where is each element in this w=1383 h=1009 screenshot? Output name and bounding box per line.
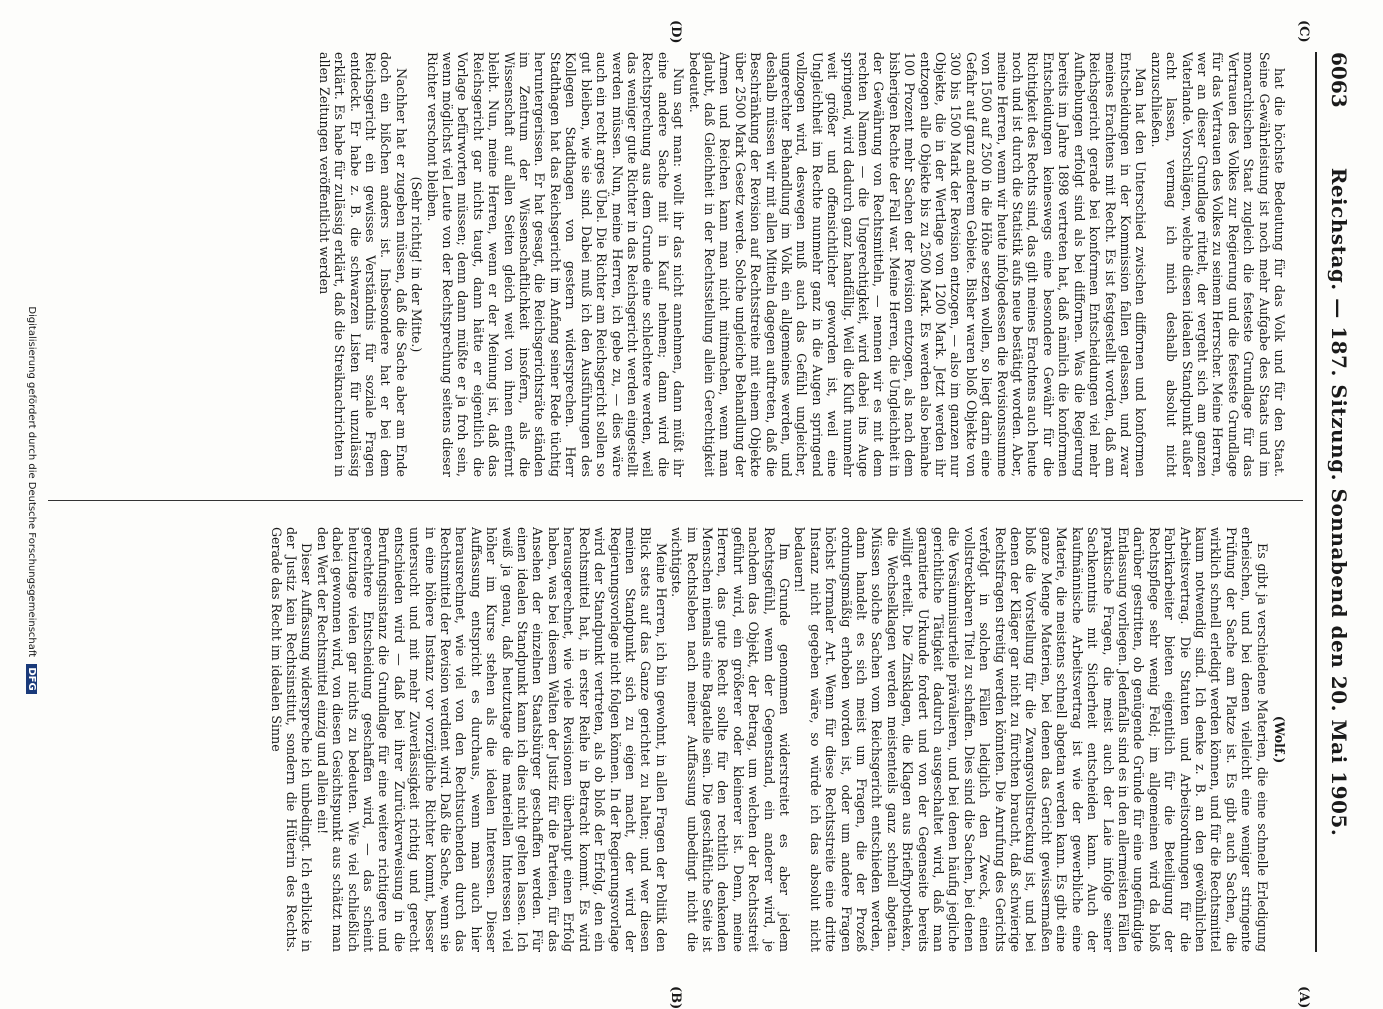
paragraph: hat die höchste Bedeutung für das Volk und für den Staat. Seine Gewährleistung ist noch mehr Aufgabe des Staats und im monarchischen Staat zugleich die festeste Grundlage für das Vertrauen des Volkes zur Regierung und die festeste Grundlage für das Vertrauen des Volkes zu seinem Herrscher. Meine Herren, wer an dieser Grundlage rüttelt, der vergeht sich am ganzen Vaterlande. Vorschlägen, welche diesen idealen Standpunkt außer acht lassen, vermag ich mich deshalb absolut nicht anzuschließen. xyxy=(1148,52,1287,477)
paragraph: Dieser Auffassung widerspreche ich unbedingt. Ich erblicke in der Justiz kein Rechtsinstitut, sondern die Hüterin des Rechts. Gerade das Recht im idealen Sinne xyxy=(268,527,315,952)
margin-marker-b: (B) xyxy=(668,986,683,1009)
credit-text: Digitalisierung gefördert durch die Deutsche Forschungsgemeinschaft xyxy=(26,306,37,658)
paragraph: Meine Herren, ich bin gewohnt, in allen Fragen der Politik den Blick stets auf das Ganze gerichtet zu halten; und wer diesen meinen Standpunkt sich zu eigen macht, der wird der Regierungsvorlage nicht folgen können. In der Regierungsvorlage wird der Standpunkt vertreten, als ob bloß der Erfolg, den ein Rechtsmittel hat, in erster Reihe in Betracht kommt. Es wird herausgerechnet, wie viele Revisionen überhaupt einen Erfolg haben, was bei diesem Walten der Justiz für die Parteien, für das Ansehen der einzelnen Staatsbürger geschaffen werden. Für einen idealen Standpunkt kann ich dies nicht gelten lassen. Ich weiß ja genau, daß heutzutage die materiellen Interessen viel höher im Kurse stehen als die idealen Interessen. Dieser Auffassung entspricht es durchaus, wenn man auch hier herausrechnet, wie viel von den Rechtsuchenden durch das Rechtsmittel der Revision verdient wird. Daß die Sache, wenn sie in eine höhere Instanz vor vorzügliche Richter kommt, besser untersucht und mit mehr Zuverlässigkeit richtig und gerecht entschieden wird — daß bei ihrer Zurückverweisung in die Berufungsinstanz die Grundlage für eine weitere richtigere und gerechtere Entscheidung geschaffen wird, — das scheint heutzutage vielen gar nichts zu bedeuten. Wie viel schließlich dabei gewonnen wird, von diesen Gesichtspunkt aus schätzt man den Wert der Rechtsmittel einzig und allein ein! xyxy=(314,527,669,952)
column-divider xyxy=(48,500,1303,501)
margin-marker-c: (C) xyxy=(1296,20,1311,43)
page-header xyxy=(1321,52,1355,952)
digitization-credit xyxy=(26,0,37,1000)
paragraph: Nun sagt man: wollt ihr das nicht annehmen, dann müßt ihr eine andere Sache mit in Kauf nehmen; dann wird die Rechtsprechung aus dem Grunde eine schlechtere werden, weil das weniger gute Richter in das Reichsgericht werden eingestellt werden müssen. Nun, meine Herren, ich gebe zu, — dies wäre auch ein recht arges Übel. Die Richter am Reichsgericht sollen so gut bleiben, wie sie sind. Dabei muß ich den Ausführungen des Kollegen Stadthagen von gestern widersprechen. Herr Stadthagen hat das Reichsgericht im Anfang seiner Rede tüchtig heruntergerissen. Er hat gesagt, die Reichsgerichtsräte ständen im Zentrum der Wissenschaftlichkeit insofern, als die Wissenschaft auf allen Seiten gleich weit von ihnen entfernt bleibt. Nun, meine Herren, wenn er der Meinung ist, daß das Reichsgericht gar nichts taugt, dann hätte er eigentlich die Vorlage befürworten müssen; denn dann müßte er ja froh sein, wenn möglichst viel Leute von der Rechtsprechung seitens dieser Richter verschont bleiben. xyxy=(424,52,687,477)
interjection: (Sehr richtig! in der Mitte.) xyxy=(409,176,425,353)
paragraph: Nachher hat er zugeben müssen, daß die Sache aber am Ende doch ein bißchen anders ist. Insbesondere hat er bei dem Reichsgericht ein gewisses Verständnis für soziale Fragen entdeckt. Er habe z. B. die schwarzen Listen für unzulässig erklärt. Es habe für zulässig erklärt, daß die Streiknachrichten in allen Zeitungen veröffentlicht werden xyxy=(316,52,409,477)
running-title: Reichstag. — 187. Sitzung. Sonnabend den 20. Mai 1905. xyxy=(1327,167,1351,837)
paragraph: Man hat den Unterschied zwischen diffornen und konformen Entscheidungen in der Kommission fallen gelassen, und zwar meines Erachtens mit Recht. Es ist festgestellt worden, daß am Reichsgericht gerade bei konformen Entscheidungen viel mehr Aufhebungen erfolgt sind als bei diffornen. Was die Regierung bereits im Jahre 1898 vertreten hat, daß nämlich die konformen Entscheidungen keineswegs eine besondere Gewähr für die Richtigkeit des Rechts sind, das gilt meines Erachtens auch heute noch und ist durch die Statistik aufs neue bestätigt worden. Aber, meine Herren, wenn wir heute infolgedessen die Revisionssumme von 1500 auf 2500 in die Höhe setzen wollen, so liegt darin eine Gefahr auf ganz anderem Gebiete. Bisher waren bloß Objekte von 300 bis 1500 Mark der Revision entzogen, — also im ganzen nur Objekte, die in der Wertlage von 1200 Mark. Jetzt werden ihr entzogen alle Objekte bis zu 2500 Mark. Es werden also beinahe 100 Prozent mehr Sachen der Revision entzogen, als nach dem bisherigen Rechte der Fall war. Meine Herren, die Ungleichheit in der Gewährung von Rechtsmitteln, — nennen wir es mit dem rechten Namen — die Ungerechtigkeit, wird dabei ins Auge springend, wird dadurch ganz handfällig. Weil die Kluft nunmehr weit größer und offensichtlicher geworden ist, weil eine Ungleichheit im Rechte nunmehr ganz in die Augen springend vollzogen wird, deswegen muß auch das Gefühl ungleicher, ungerechter Behandlung im Volk ein allgemeines werden, und deshalb müssen wir mit allen Mitteln dagegen auftreten, daß die Beschränkung der Revision auf Rechtsstreite mit einem Objekte über 2500 Mark Gesetz werde. Solche ungleiche Behandlung der Armen und Reichen kann man nicht mitmachen, wenn man glaubt, daß Gleichheit in der Rechtsstellung allein Gerechtigkeit bedeutet. xyxy=(686,52,1149,477)
paragraph: Es gibt ja verschiedene Materien, die eine schnelle Erledigung erheischen, und bei denen vielleicht eine weniger stringente Prüfung der Sache am Platze ist. Es gibt auch Sachen, die wirklich schnell erledigt werden können, und für die Rechtsmittel kaum notwendig sind. Ich denke z. B. an den gewöhnlichen Arbeitsvertrag. Die Statuten und Arbeitsordnungen für die Fabrikarbeiter bieten eigentlich für die Beteiligung der Rechtspflege sehr wenig Feld; im allgemeinen wird da bloß darüber gestritten, ob genügende Gründe für eine ungefündigte Entlassung vorliegen. Jedenfalls sind es in den allermeisten Fällen praktische Fragen, die meist auch der Laie infolge seiner Sachkenntnis mit Sicherheit entscheiden kann. Auch der kaufmännische Arbeitsvertrag ist wie der gewerbliche eine Materie, die meistens schnell abgetan werden kann. Es gibt eine ganze Menge Materien, bei denen das Gericht gewissermaßen bloß die Vorstellung für die Zwangsvollstreckung ist, und bei denen der Kläger gar nicht zu fürchten braucht, daß schwierige Rechtsfragen streitig werden könnten. Die Anrufung des Gerichts verfolgt in solchen Fällen lediglich den Zweck, einen vollstreckbaren Titel zu schaffen. Dies sind die Sachen, bei denen die Versäumnisurteile prävalieren, und bei denen häufig jegliche gerichtliche Tätigkeit dadurch ausgeschaltet wird, daß man garantierte Urkunde fordert und von der Gegenseite bereits willigt erteilt. Die Zinsklagen, die Klagen aus Briefhypotheken, die Wechselklagen werden meistenteils ganz schnell abgetan. Müssen solche Sachen vom Reichsgericht entschieden werden, dann handelt es sich meist um Fragen, die der Prozeß ordnungsmäßig erhoben worden ist, oder um andere Fragen höchst formaler Art. Wenn für diese Rechtsstreite eine dritte Instanz nicht gegeben wäre, so würde ich das absolut nicht bedauern! xyxy=(792,527,1270,952)
dfg-logo: DFG xyxy=(26,664,37,693)
margin-marker-a: (A) xyxy=(1296,986,1311,1009)
page-number: 6063 xyxy=(1327,52,1351,108)
margin-marker-d: (D) xyxy=(668,20,683,44)
right-column xyxy=(57,527,1287,952)
left-column xyxy=(57,52,1287,477)
paragraph: Im Grunde genommen widerstreitet es aber jedem Rechtsgefühl, wenn der Gegenstand, ein anderer wird, je nachdem das Objekt, der Betrag, um welchen der Rechtsstreit geführt wird, ein größerer oder kleinerer ist. Denn, meine Herren, das gute Recht sollte für den rechtlich denkenden Menschen niemals eine Bagatelle sein. Die geschäftliche Seite ist im Rechtsleben nach meiner Auffassung unbedingt nicht die wichtigste. xyxy=(669,527,792,952)
header-rule xyxy=(1315,52,1317,952)
speaker-label: (Wolf.) xyxy=(1272,715,1287,764)
